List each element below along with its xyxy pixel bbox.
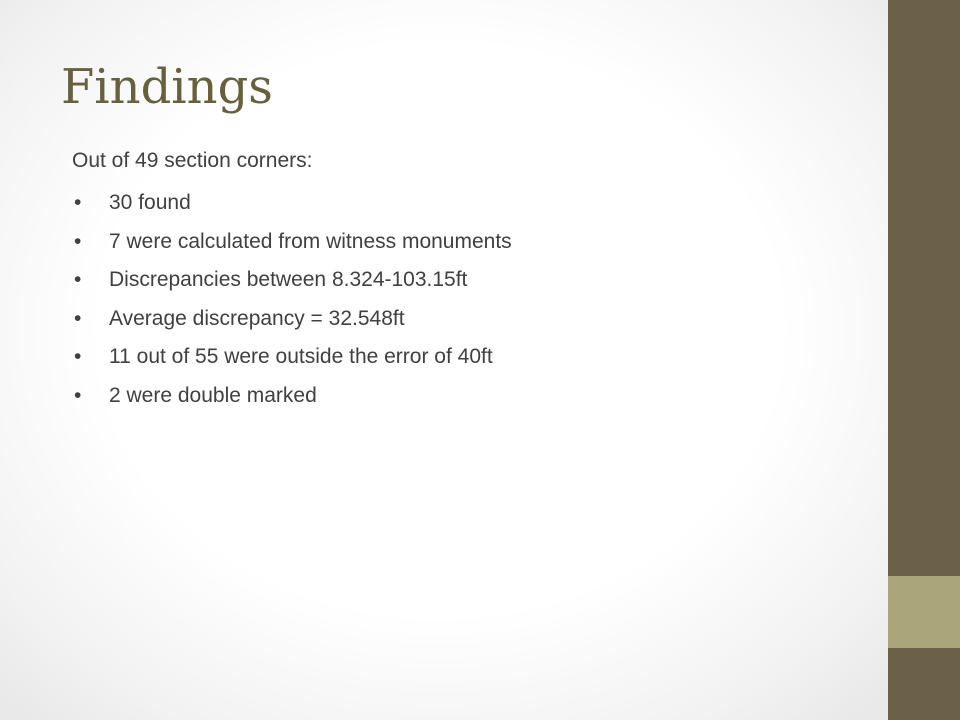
bullet-text: 7 were calculated from witness monuments <box>109 229 512 253</box>
bullet-dot-icon: • <box>74 383 82 407</box>
bullet-dot-icon: • <box>74 306 82 330</box>
bullet-item <box>72 377 852 416</box>
bullet-text: 2 were double marked <box>109 383 317 407</box>
bullet-list <box>72 184 852 415</box>
bullet-dot-icon: • <box>74 268 82 291</box>
slide-title: Findings <box>61 59 273 115</box>
intro-text: Out of 49 section corners: <box>72 149 313 172</box>
bullet-item <box>72 261 852 300</box>
bullet-item <box>72 184 852 223</box>
bullet-text: 30 found <box>109 191 191 214</box>
bullet-dot-icon: • <box>74 345 82 368</box>
bullet-item <box>72 338 852 377</box>
bullet-text: Average discrepancy = 32.548ft <box>109 306 405 330</box>
bullet-item <box>72 300 852 339</box>
slide-body <box>72 138 852 415</box>
side-accent-block <box>888 576 960 648</box>
bullet-text: Discrepancies between 8.324-103.15ft <box>109 268 468 291</box>
bullet-text: 11 out of 55 were outside the error of 40ft <box>109 345 493 368</box>
bullet-dot-icon: • <box>74 229 82 253</box>
bullet-item <box>72 223 852 262</box>
bullet-dot-icon: • <box>74 191 82 214</box>
